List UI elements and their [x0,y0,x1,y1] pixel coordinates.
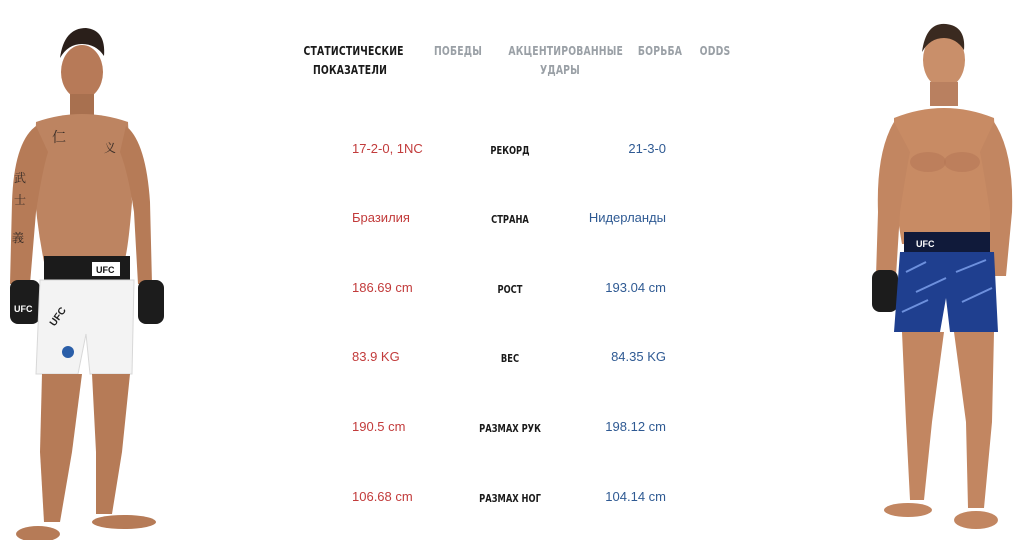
stat-row-weight [340,349,680,373]
left-fighter-image [0,22,170,540]
stat-label-country: СТРАНА [491,213,529,226]
tab-statistics[interactable] [303,42,404,80]
svg-text:UFC: UFC [14,304,33,314]
stats-tabs [300,42,740,86]
svg-text:UFC: UFC [916,239,935,249]
left-fighter-height: 186.69 cm [352,280,413,295]
stat-row-leg-reach [340,489,680,513]
stat-label-record: РЕКОРД [490,144,530,157]
right-fighter-weight: 84.35 KG [611,349,666,364]
svg-text:義: 義 [12,231,25,245]
tab-grappling[interactable] [638,42,683,61]
tab-label-line2: ПОКАЗАТЕЛИ [312,63,388,77]
left-fighter-leg-reach: 106.68 cm [352,489,413,504]
svg-text:武: 武 [14,171,27,185]
right-fighter-leg-reach: 104.14 cm [605,489,666,504]
left-fighter-record: 17-2-0, 1NC [352,141,423,156]
tab-label-line1: ODDS [699,44,731,58]
svg-text:士: 士 [14,193,27,207]
stat-row-reach [340,419,680,443]
right-fighter-record: 21-3-0 [628,141,666,156]
right-fighter-height: 193.04 cm [605,280,666,295]
svg-text:UFC: UFC [48,305,69,329]
svg-text:UFC: UFC [96,265,115,275]
right-fighter-country: Нидерланды [588,210,666,225]
left-fighter-country: Бразилия [352,210,410,225]
svg-text:仁: 仁 [52,130,66,146]
tab-label-line1: АКЦЕНТИРОВАННЫЕ [508,44,624,58]
tab-significant-strikes[interactable] [508,42,624,80]
stat-row-height [340,280,680,304]
stat-label-reach: РАЗМАХ РУК [479,422,541,435]
tab-label-line1: ПОБЕДЫ [433,44,482,58]
tab-odds[interactable] [699,42,732,61]
tab-label-line2: УДАРЫ [540,63,580,77]
tab-wins[interactable] [432,42,484,61]
right-fighter-reach: 198.12 cm [605,419,666,434]
svg-text:义: 义 [104,141,117,155]
stat-label-weight: ВЕС [500,352,520,365]
stat-row-country [340,210,680,234]
left-fighter-weight: 83.9 KG [352,349,400,364]
stat-row-record [340,141,680,165]
tab-label-line1: БОРЬБА [637,44,683,58]
stat-label-height: РОСТ [497,283,523,296]
left-fighter-reach: 190.5 cm [352,419,406,434]
right-fighter-image [866,22,1024,540]
tab-label-line1: СТАТИСТИЧЕСКИЕ [303,44,404,58]
stat-label-leg-reach: РАЗМАХ НОГ [479,492,541,505]
